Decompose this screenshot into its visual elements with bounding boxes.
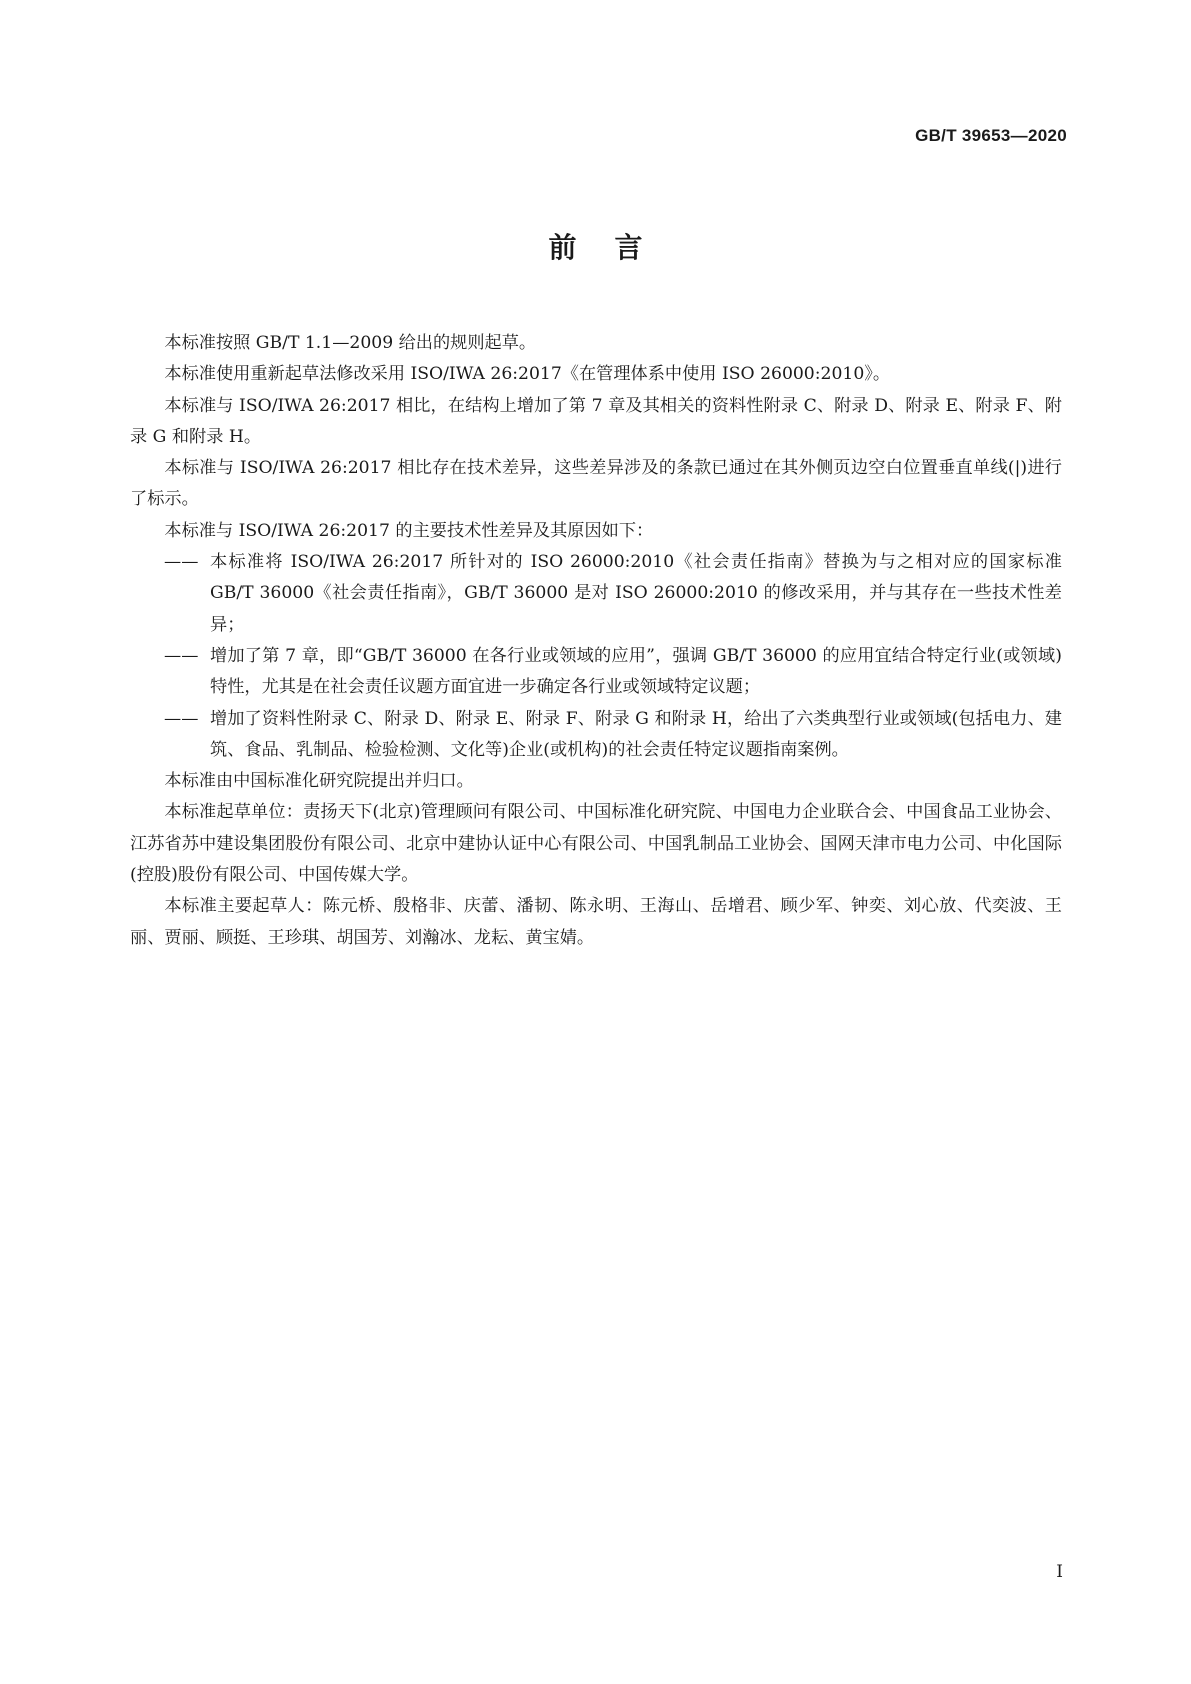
list-dash: —— [164,552,199,573]
page-title: 前言 [548,231,681,264]
paragraph-drafting-units: 本标准起草单位：责扬天下(北京)管理顾问有限公司、中国标准化研究院、中国电力企业联合会、中国食品工业协会、江苏省苏中建设集团股份有限公司、北京中建协认证中心有限公司、中国乳制品工业协会、国网天津市电力公司、中化国际(控股)股份有限公司、中国传媒大学。 [130,802,1062,886]
paragraph-drafting-rules: 本标准按照 GB/T 1.1—2009 给出的规则起草。 [164,333,537,353]
preface-body [130,328,1062,954]
list-item [130,704,1062,767]
list-item [130,547,1062,641]
paragraph-differences-intro: 本标准与 ISO/IWA 26:2017 的主要技术性差异及其原因如下： [164,520,654,541]
list-item-text: 增加了资料性附录 C、附录 D、附录 E、附录 F、附录 G 和附录 H，给出了六类典型行业或领域(包括电力、建筑、食品、乳制品、检验检测、文化等)企业(或机构)的社会责任特定议题指南案例。 [210,708,1062,760]
list-item [130,641,1062,704]
paragraph-adoption-method: 本标准使用重新起草法修改采用 ISO/IWA 26:2017《在管理体系中使用 ISO 26000:2010》。 [164,364,891,385]
paragraph-structural-changes: 本标准与 ISO/IWA 26:2017 相比，在结构上增加了第 7 章及其相关的资料性附录 C、附录 D、附录 E、附录 F、附录 G 和附录 H。 [130,395,1062,447]
list-dash: —— [164,708,199,729]
list-item-text: 增加了第 7 章，即“GB/T 36000 在各行业或领域的应用”，强调 GB/T 36000 的应用宜结合特定行业(或领域)特性，尤其是在社会责任议题方面宜进一步确定各行业或领域特定议题； [210,645,1062,698]
standard-code: GB/T 39653—2020 [915,126,1067,145]
paragraph-technical-deviations: 本标准与 ISO/IWA 26:2017 相比存在技术差异，这些差异涉及的条款已通过在其外侧页边空白位置垂直单线(|)进行了标示。 [130,458,1062,510]
paragraph-drafters: 本标准主要起草人：陈元桥、殷格非、庆蕾、潘韧、陈永明、王海山、岳增君、顾少军、钟奕、刘心放、代奕波、王丽、贾丽、顾挺、王珍琪、胡国芳、刘瀚冰、龙耘、黄宝婧。 [130,896,1062,948]
page-number: I [1056,1562,1063,1582]
paragraph-proposer: 本标准由中国标准化研究院提出并归口。 [164,771,474,792]
list-dash: —— [164,645,199,666]
list-item-text: 本标准将 ISO/IWA 26:2017 所针对的 ISO 26000:2010《社会责任指南》替换为与之相对应的国家标准 GB/T 36000《社会责任指南》，GB/T 36000 是对 ISO 26000:2010 的修改采用，并与其存在一些技术性差异； [210,552,1062,635]
